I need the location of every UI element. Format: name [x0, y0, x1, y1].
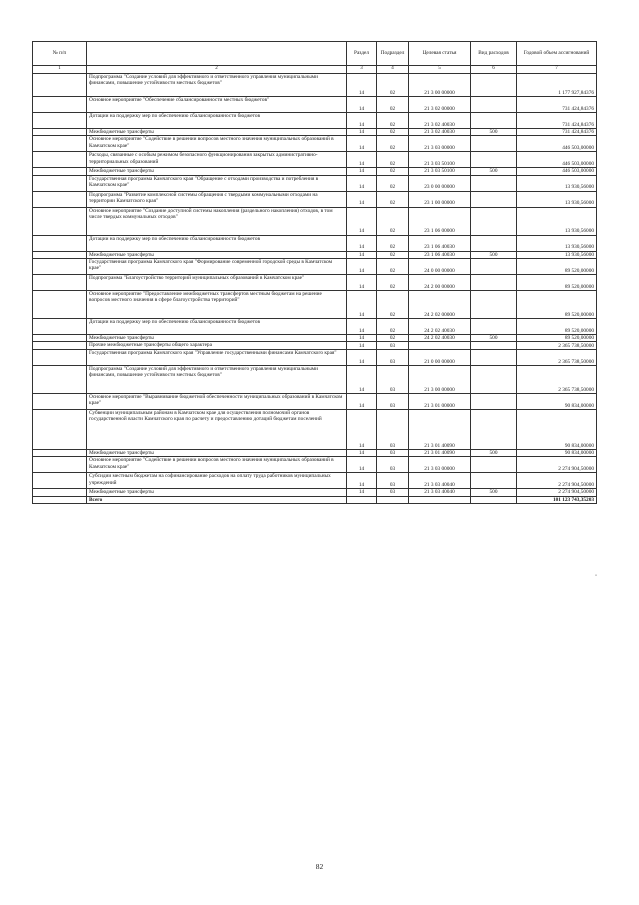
table-row — [33, 168, 597, 175]
amount-cell: 2 274 904,50000 — [517, 489, 597, 496]
section-cell: 14 — [347, 318, 377, 334]
row-number-cell — [33, 175, 87, 191]
section-cell: 14 — [347, 366, 377, 394]
row-number-cell — [33, 129, 87, 136]
row-name-cell: Основное мероприятие "Выравнивание бюджетной обеспеченности муниципальных образований в Камчатском крае" — [87, 394, 347, 410]
row-name-cell: Основное мероприятие "Предоставление межбюджетных трансфертов местным бюджетам на решение вопросов местного значения в сфере благоустройства территорий" — [87, 290, 347, 318]
exp-type-cell: 500 — [471, 334, 517, 341]
row-name-cell: Межбюджетные трансферты — [87, 251, 347, 258]
table-row — [33, 318, 597, 334]
subsection-cell: 02 — [377, 74, 409, 97]
table-row — [33, 191, 597, 207]
row-name-cell: Дотации на поддержку мер по обеспечению сбалансированности бюджетов — [87, 235, 347, 251]
amount-cell: 13 930,56000 — [517, 235, 597, 251]
target-cell: 24 2 02 00000 — [409, 290, 471, 318]
exp-type-cell — [471, 136, 517, 152]
empty-cell — [409, 496, 471, 503]
table-row — [33, 113, 597, 129]
subsection-cell: 03 — [377, 410, 409, 450]
section-cell: 14 — [347, 350, 377, 366]
row-number-cell — [33, 290, 87, 318]
exp-type-cell — [471, 258, 517, 274]
subsection-cell: 02 — [377, 318, 409, 334]
amount-cell: 2 365 738,50000 — [517, 350, 597, 366]
subsection-cell: 03 — [377, 350, 409, 366]
row-number-cell — [33, 251, 87, 258]
section-cell: 14 — [347, 175, 377, 191]
row-number-cell — [33, 191, 87, 207]
section-cell: 14 — [347, 168, 377, 175]
row-name-cell: Межбюджетные трансферты — [87, 168, 347, 175]
table-row — [33, 175, 597, 191]
row-name-cell: Субсидии местным бюджетам на софинансирование расходов на оплату труда работников муниципальных учреждений — [87, 473, 347, 489]
amount-cell: 90 834,00000 — [517, 450, 597, 457]
row-name-cell: Дотации на поддержку мер по обеспечению сбалансированности бюджетов — [87, 318, 347, 334]
section-cell: 14 — [347, 136, 377, 152]
target-cell: 21 3 03 40040 — [409, 473, 471, 489]
row-number-cell — [33, 168, 87, 175]
subsection-cell: 03 — [377, 366, 409, 394]
table-row — [33, 258, 597, 274]
row-name-cell: Межбюджетные трансферты — [87, 129, 347, 136]
target-cell: 21 3 01 00000 — [409, 394, 471, 410]
row-number-cell — [33, 350, 87, 366]
amount-cell: 731 424,84376 — [517, 129, 597, 136]
exp-type-cell — [471, 394, 517, 410]
amount-cell: 2 365 738,50000 — [517, 366, 597, 394]
table-row — [33, 450, 597, 457]
subsection-cell: 02 — [377, 274, 409, 290]
subsection-cell: 02 — [377, 113, 409, 129]
target-cell: 23 1 06 00000 — [409, 207, 471, 235]
total-row — [33, 496, 597, 503]
row-name-cell: Государственная программа Камчатского края "Формирование современной городской среды в Камчатском крае" — [87, 258, 347, 274]
subsection-cell: 02 — [377, 235, 409, 251]
row-number-cell — [33, 97, 87, 113]
row-number-cell — [33, 152, 87, 168]
table-row — [33, 394, 597, 410]
amount-cell: 89 520,00000 — [517, 334, 597, 341]
amount-cell: 13 930,56000 — [517, 207, 597, 235]
table-row — [33, 334, 597, 341]
table-row — [33, 152, 597, 168]
target-cell: 21 3 03 50100 — [409, 152, 471, 168]
row-name-cell: Государственная программа Камчатского края "Управление государственными финансами Камчатского края" — [87, 350, 347, 366]
row-name-cell: Основное мероприятие "Обеспечение сбалансированности местных бюджетов" — [87, 97, 347, 113]
exp-type-cell — [471, 175, 517, 191]
empty-cell — [471, 496, 517, 503]
col-number: 1 — [33, 66, 87, 74]
row-number-cell — [33, 394, 87, 410]
col-number: 7 — [517, 66, 597, 74]
col-header-exp-type: Вид расходов — [471, 42, 517, 66]
exp-type-cell — [471, 74, 517, 97]
amount-cell: 731 424,84376 — [517, 113, 597, 129]
subsection-cell: 02 — [377, 129, 409, 136]
exp-type-cell — [471, 152, 517, 168]
exp-type-cell — [471, 207, 517, 235]
target-cell: 24 2 02 40030 — [409, 334, 471, 341]
row-name-cell: Подпрограмма "Создание условий для эффективного и ответственного управления муниципальными финансами, повышение устойчивости местных бюджетов" — [87, 366, 347, 394]
col-header-num: № п/п — [33, 42, 87, 66]
section-cell: 14 — [347, 74, 377, 97]
col-number: 4 — [377, 66, 409, 74]
row-number-cell — [33, 258, 87, 274]
table-row — [33, 290, 597, 318]
target-cell: 24 2 02 40030 — [409, 318, 471, 334]
row-number-cell — [33, 235, 87, 251]
section-cell: 14 — [347, 152, 377, 168]
row-number-cell — [33, 207, 87, 235]
amount-cell: 731 424,84376 — [517, 97, 597, 113]
subsection-cell: 03 — [377, 473, 409, 489]
empty-cell — [377, 496, 409, 503]
amount-cell: 89 520,00000 — [517, 318, 597, 334]
subsection-cell: 02 — [377, 207, 409, 235]
target-cell: 21 3 03 50100 — [409, 168, 471, 175]
section-cell: 14 — [347, 235, 377, 251]
exp-type-cell: 500 — [471, 450, 517, 457]
exp-type-cell — [471, 410, 517, 450]
column-number-row — [33, 66, 597, 74]
col-number: 2 — [87, 66, 347, 74]
row-name-cell: Расходы, связанные с особым режимом безопасного функционирования закрытых административно-территориальных образований — [87, 152, 347, 168]
col-header-name — [87, 42, 347, 66]
exp-type-cell: 500 — [471, 168, 517, 175]
section-cell: 14 — [347, 489, 377, 496]
row-number-cell — [33, 136, 87, 152]
table-row — [33, 366, 597, 394]
amount-cell: 2 274 904,50000 — [517, 457, 597, 473]
target-cell: 21 3 02 00000 — [409, 97, 471, 113]
exp-type-cell: 500 — [471, 489, 517, 496]
section-cell: 14 — [347, 258, 377, 274]
row-number-cell — [33, 473, 87, 489]
subsection-cell: 02 — [377, 97, 409, 113]
row-number-cell — [33, 274, 87, 290]
section-cell: 14 — [347, 342, 377, 350]
row-name-cell: Субвенции муниципальным районам в Камчатском крае для осуществления полномочий органов государственной власти Камчатского края по расчету и предоставлению дотаций бюджетам поселений — [87, 410, 347, 450]
subsection-cell: 02 — [377, 152, 409, 168]
amount-cell: 13 930,56000 — [517, 175, 597, 191]
subsection-cell: 02 — [377, 168, 409, 175]
table-row — [33, 129, 597, 136]
section-cell: 14 — [347, 450, 377, 457]
amount-cell: 2 274 904,50000 — [517, 473, 597, 489]
section-cell: 14 — [347, 97, 377, 113]
amount-cell: 89 520,00000 — [517, 274, 597, 290]
exp-type-cell — [471, 235, 517, 251]
row-name-cell: Основное мероприятие "Содействие в решении вопросов местного значения муниципальных образований в Камчатском крае" — [87, 136, 347, 152]
subsection-cell: 02 — [377, 290, 409, 318]
row-name-cell: Дотации на поддержку мер по обеспечению сбалансированности бюджетов — [87, 113, 347, 129]
row-name-cell: Подпрограмма "Благоустройство территорий муниципальных образований в Камчатском крае" — [87, 274, 347, 290]
table-row — [33, 489, 597, 496]
subsection-cell: 02 — [377, 251, 409, 258]
subsection-cell: 03 — [377, 450, 409, 457]
subsection-cell: 02 — [377, 175, 409, 191]
empty-cell — [33, 496, 87, 503]
table-row — [33, 136, 597, 152]
subsection-cell: 03 — [377, 394, 409, 410]
exp-type-cell — [471, 274, 517, 290]
subsection-cell: 03 — [377, 342, 409, 350]
target-cell: 23 0 00 00000 — [409, 175, 471, 191]
section-cell: 14 — [347, 334, 377, 341]
target-cell: 21 3 00 00000 — [409, 74, 471, 97]
row-name-cell: Государственная программа Камчатского края "Обращение с отходами производства и потребления в Камчатском крае" — [87, 175, 347, 191]
amount-cell: 446 503,00000 — [517, 136, 597, 152]
amount-cell: 89 520,00000 — [517, 290, 597, 318]
row-name-cell: Основное мероприятие "Содействие в решении вопросов местного значения муниципальных образований в Камчатском крае" — [87, 457, 347, 473]
table-row — [33, 457, 597, 473]
section-cell: 14 — [347, 457, 377, 473]
table-row — [33, 251, 597, 258]
target-cell — [409, 342, 471, 350]
exp-type-cell — [471, 290, 517, 318]
row-number-cell — [33, 489, 87, 496]
row-number-cell — [33, 457, 87, 473]
amount-cell: 446 503,00000 — [517, 152, 597, 168]
row-name-cell: Межбюджетные трансферты — [87, 489, 347, 496]
subsection-cell: 02 — [377, 191, 409, 207]
row-number-cell — [33, 113, 87, 129]
amount-cell: 90 834,00000 — [517, 410, 597, 450]
exp-type-cell — [471, 97, 517, 113]
row-number-cell — [33, 450, 87, 457]
table-row — [33, 473, 597, 489]
section-cell: 14 — [347, 113, 377, 129]
row-number-cell — [33, 410, 87, 450]
section-cell: 14 — [347, 274, 377, 290]
target-cell: 23 1 06 40030 — [409, 251, 471, 258]
page-number: 82 — [315, 862, 324, 871]
amount-cell: 13 930,56000 — [517, 191, 597, 207]
exp-type-cell — [471, 457, 517, 473]
col-number: 3 — [347, 66, 377, 74]
amount-cell: 13 930,56000 — [517, 251, 597, 258]
target-cell: 24 2 00 00000 — [409, 274, 471, 290]
col-number: 6 — [471, 66, 517, 74]
section-cell: 14 — [347, 129, 377, 136]
amount-cell: 2 365 738,50000 — [517, 342, 597, 350]
total-amount: 101 123 743,35203 — [517, 496, 597, 503]
subsection-cell: 02 — [377, 136, 409, 152]
col-number: 5 — [409, 66, 471, 74]
target-cell: 21 3 03 00000 — [409, 136, 471, 152]
target-cell: 21 3 01 40090 — [409, 410, 471, 450]
amount-cell: 1 177 927,84376 — [517, 74, 597, 97]
row-number-cell — [33, 334, 87, 341]
row-number-cell — [33, 366, 87, 394]
target-cell: 21 3 02 40030 — [409, 113, 471, 129]
target-cell: 21 3 00 00000 — [409, 366, 471, 394]
exp-type-cell — [471, 342, 517, 350]
section-cell: 14 — [347, 410, 377, 450]
subsection-cell: 02 — [377, 334, 409, 341]
col-header-subsection: Подраздел — [377, 42, 409, 66]
col-header-amount: Годовой объем ассигнований — [517, 42, 597, 66]
row-name-cell: Подпрограмма "Создание условий для эффективного и ответственного управления муниципальными финансами, повышение устойчивости местных бюджетов" — [87, 74, 347, 97]
table-row — [33, 410, 597, 450]
target-cell: 21 3 03 00000 — [409, 457, 471, 473]
table-row — [33, 207, 597, 235]
exp-type-cell: 500 — [471, 251, 517, 258]
budget-table — [32, 41, 597, 504]
exp-type-cell — [471, 473, 517, 489]
target-cell: 21 3 03 40040 — [409, 489, 471, 496]
header-row — [33, 42, 597, 66]
corner-mark: » — [595, 572, 597, 577]
table-body — [33, 74, 597, 504]
section-cell: 14 — [347, 191, 377, 207]
subsection-cell: 02 — [377, 258, 409, 274]
subsection-cell: 03 — [377, 457, 409, 473]
target-cell: 23 1 06 40030 — [409, 235, 471, 251]
target-cell: 21 0 00 00000 — [409, 350, 471, 366]
row-name-cell: Прочие межбюджетные трансферты общего характера — [87, 342, 347, 350]
table-row — [33, 97, 597, 113]
table-row — [33, 350, 597, 366]
row-name-cell: Межбюджетные трансферты — [87, 334, 347, 341]
target-cell: 21 3 02 40030 — [409, 129, 471, 136]
section-cell: 14 — [347, 290, 377, 318]
exp-type-cell — [471, 366, 517, 394]
target-cell: 24 0 00 00000 — [409, 258, 471, 274]
row-number-cell — [33, 318, 87, 334]
row-name-cell: Подпрограмма "Развитие комплексной системы обращения с твердыми коммунальными отходами на территории Камчатского края" — [87, 191, 347, 207]
col-header-section: Раздел — [347, 42, 377, 66]
row-number-cell — [33, 342, 87, 350]
subsection-cell: 03 — [377, 489, 409, 496]
section-cell: 14 — [347, 207, 377, 235]
table-row — [33, 235, 597, 251]
target-cell: 23 1 00 00000 — [409, 191, 471, 207]
empty-cell — [347, 496, 377, 503]
table-row — [33, 74, 597, 97]
exp-type-cell — [471, 350, 517, 366]
amount-cell: 446 503,00000 — [517, 168, 597, 175]
target-cell: 21 3 01 40090 — [409, 450, 471, 457]
col-header-target: Целевая статья — [409, 42, 471, 66]
row-number-cell — [33, 74, 87, 97]
section-cell: 14 — [347, 473, 377, 489]
exp-type-cell: 500 — [471, 129, 517, 136]
amount-cell: 89 520,00000 — [517, 258, 597, 274]
amount-cell: 90 834,00000 — [517, 394, 597, 410]
row-name-cell: Межбюджетные трансферты — [87, 450, 347, 457]
exp-type-cell — [471, 113, 517, 129]
exp-type-cell — [471, 191, 517, 207]
exp-type-cell — [471, 318, 517, 334]
total-label: Всего — [87, 496, 347, 503]
row-name-cell: Основное мероприятие "Создание доступной системы накопления (раздельного накопления) отходов, в том числе твердых коммунальных отходов" — [87, 207, 347, 235]
section-cell: 14 — [347, 251, 377, 258]
section-cell: 14 — [347, 394, 377, 410]
table-row — [33, 274, 597, 290]
table-row — [33, 342, 597, 350]
